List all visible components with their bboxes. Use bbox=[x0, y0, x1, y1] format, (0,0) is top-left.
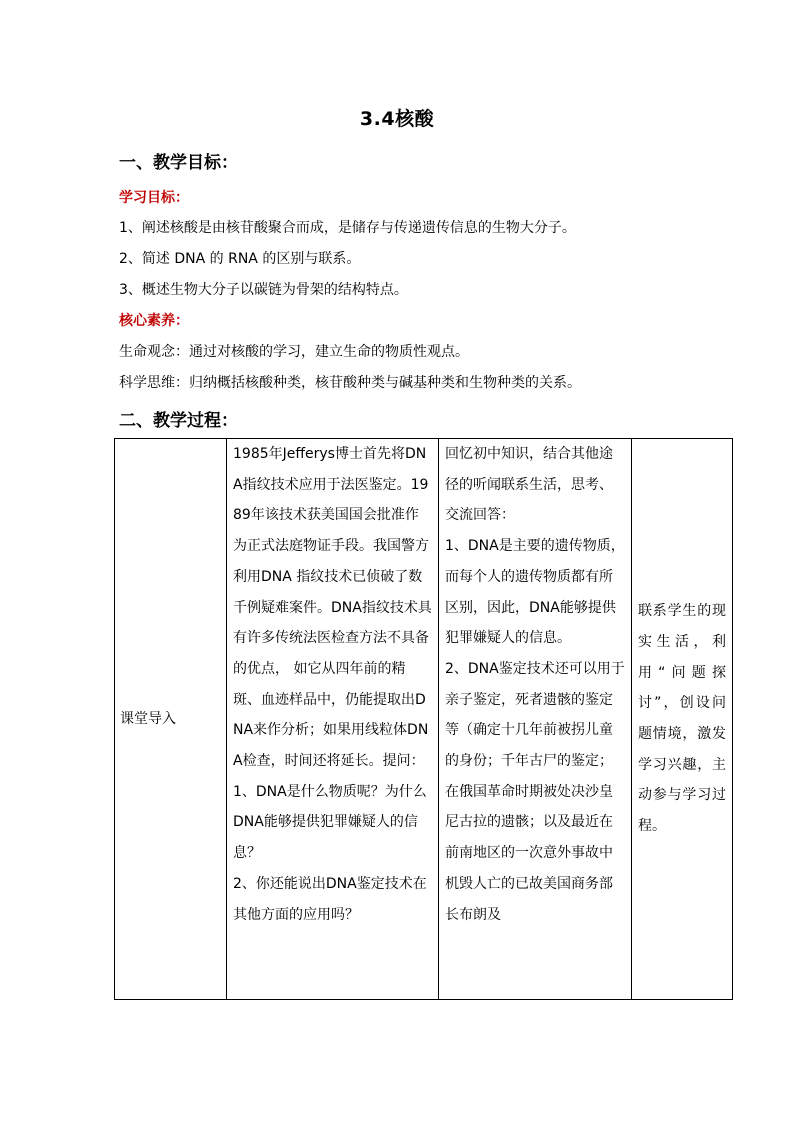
design-intent-text: 联系学生的现实生活，利用“问题探讨”，创设问题情境，激发学习兴趣，主动参与学习过程。 bbox=[638, 603, 726, 835]
student-answer-2: 2、DNA鉴定技术还可以用于亲子鉴定，死者遗骸的鉴定等（确定十几年前被拐儿童的身份；千年古尸的鉴定；在俄国革命时期被处决沙皇尼古拉的遗骸；以及最近在前南地区的一次意外事故中机毁人亡的已故美国商务部长布朗及 bbox=[445, 660, 625, 923]
teaching-process-table bbox=[114, 438, 733, 1000]
teacher-activity-cell bbox=[227, 439, 439, 1000]
teacher-question-2: 2、你还能说出DNA鉴定技术在其他方面的应用吗？ bbox=[233, 875, 427, 923]
core-literacy-2: 科学思维：归纳概括核酸种类，核苷酸种类与碱基种类和生物种类的关系。 bbox=[119, 375, 581, 391]
student-activity-intro: 回忆初中知识，结合其他途径的听闻联系生活，思考、交流回答： bbox=[445, 446, 613, 524]
stage-cell: 课堂导入 bbox=[115, 439, 227, 1000]
teacher-activity-paragraph: 1985年Jefferys博士首先将DNA指纹技术应用于法医鉴定。1989年该技术获美国国会批准作为正式法庭物证手段。我国警方利用DNA 指纹技术已侦破了数千例疑难案件。DNA指纹技术具有许多传统法医检查方法不具备的优点， 如它从四年前的精斑、血迹样品中，仍能提取出DNA来作分析；如果用线粒体DNA检查，时间还将延长。提问： bbox=[233, 446, 432, 770]
document-title: 3.4核酸 bbox=[359, 108, 435, 130]
design-intent-cell bbox=[632, 439, 733, 1000]
learning-goal-1: 1、阐述核酸是由核苷酸聚合而成，是储存与传递遗传信息的生物大分子。 bbox=[119, 220, 576, 236]
table-row bbox=[115, 439, 733, 1000]
learning-goal-2: 2、简述 DNA 的 RNA 的区别与联系。 bbox=[119, 251, 361, 267]
teacher-question-1: 1、DNA是什么物质呢？为什么 DNA能够提供犯罪嫌疑人的信息？ bbox=[233, 783, 427, 862]
core-literacy-1: 生命观念：通过对核酸的学习，建立生命的物质性观点。 bbox=[119, 344, 469, 360]
student-answer-1: 1、DNA是主要的遗传物质，而每个人的遗传物质都有所区别，因此，DNA能够提供犯罪嫌疑人的信息。 bbox=[445, 538, 625, 647]
student-activity-cell bbox=[439, 439, 632, 1000]
section-heading-teaching-process: 二、教学过程： bbox=[119, 411, 238, 431]
section-heading-teaching-goals: 一、教学目标： bbox=[119, 153, 238, 173]
core-literacy-heading: 核心素养： bbox=[119, 313, 189, 329]
learning-goal-3: 3、概述生物大分子以碳链为骨架的结构特点。 bbox=[119, 282, 408, 298]
learning-goals-heading: 学习目标： bbox=[119, 190, 189, 206]
